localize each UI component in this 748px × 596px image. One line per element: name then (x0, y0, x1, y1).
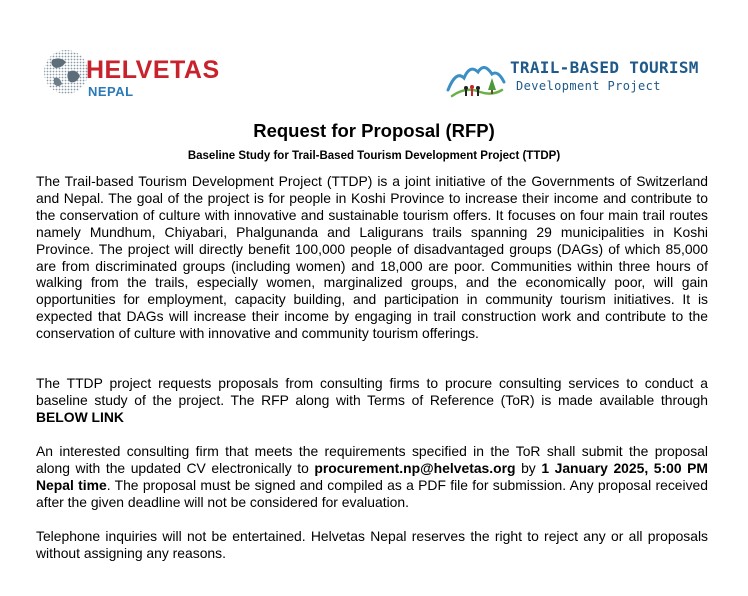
globe-icon (40, 46, 92, 98)
submission-text-2: by (515, 459, 542, 476)
tbt-name: TRAIL-BASED TOURISM (510, 58, 699, 77)
helvetas-logo (40, 44, 230, 104)
page-subtitle: Baseline Study for Trail-Based Tourism Development Project (TTDP) (187, 150, 561, 162)
page-title: Request for Proposal (RFP) (253, 120, 495, 141)
submission-text-3: . The proposal must be signed and compiled as a PDF file for submission. Any proposal received after the given deadline will not be considered for evaluation. (36, 476, 708, 510)
submission-text-1: An interested consulting firm that meets the requirements specified in the ToR shall submit the proposal along with the updated CV electronically to (36, 443, 708, 476)
request-text: The TTDP project requests proposals from consulting firms to procure consulting services to conduct a baseline study of the project. The RFP along with Terms of Reference (ToR) is made available through (36, 375, 708, 408)
mountain-trail-icon (446, 56, 506, 102)
helvetas-sub: NEPAL (88, 84, 134, 99)
helvetas-name: HELVETAS (86, 56, 220, 84)
deadline-text: 1 January 2025, 5:00 PM Nepal time (36, 459, 708, 493)
request-paragraph (36, 375, 708, 426)
intro-paragraph: The Trail-based Tourism Development Project (TTDP) is a joint initiative of the Governments of Switzerland and Nepal. The goal of the project is for people in Koshi Province to increase their income and contribute to the conservation of culture with innovative and sustainable tourism offers. It focuses on four main trail routes namely Mundhum, Chiyabari, Phalgunanda and Laligurans trails spanning 29 municipalities in Koshi Province. The project will directly benefit 100,000 people of disadvantaged groups (DAGs) of which 85,000 are from discriminated groups (including women) and 18,000 are poor. Communities within three hours of walking from the trails, especially women, marginalized groups, and the economically poor, will gain opportunities for employment, capacity building, and participation in community tourism initiatives. It is expected that DAGs will increase their income by engaging in trail construction work and contribute to the conservation of culture with innovative and community tourism offerings. (36, 173, 708, 342)
below-link-text[interactable]: BELOW LINK (36, 408, 124, 425)
tbt-sub: Development Project (516, 79, 661, 93)
notice-paragraph: Telephone inquiries will not be entertained. Helvetas Nepal reserves the right to reject any or all proposals without assigning any reasons. (36, 528, 708, 561)
submission-paragraph (36, 443, 708, 511)
email-link[interactable]: procurement.np@helvetas.org (314, 459, 516, 476)
tbt-logo (446, 52, 708, 104)
